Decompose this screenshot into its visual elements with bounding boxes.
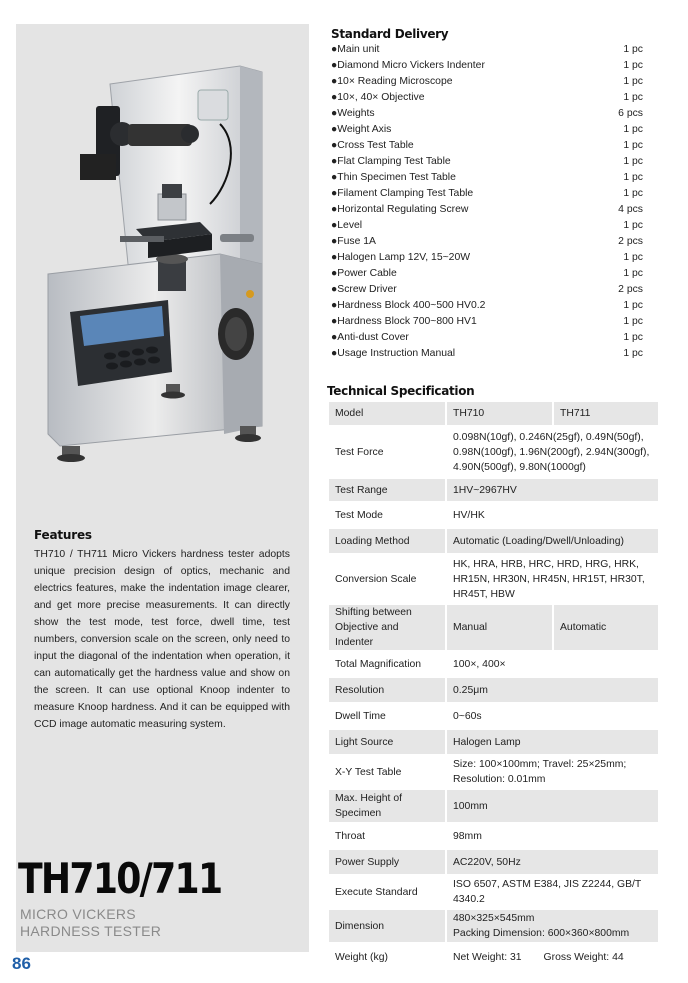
delivery-item	[331, 170, 643, 186]
delivery-item	[331, 330, 643, 346]
delivery-item	[331, 218, 643, 234]
technical-specification-table	[329, 402, 660, 972]
spec-label: Power Supply	[329, 849, 446, 875]
spec-label: Resolution	[329, 677, 446, 703]
spec-value-part: Size: 100×100mm; Travel: 25×25mm; Resolution: 0.01mm	[453, 759, 627, 785]
spec-row	[329, 875, 659, 909]
delivery-item-qty: 1 pc	[623, 300, 643, 311]
delivery-item-qty: 2 pcs	[618, 284, 643, 295]
delivery-item-name: ●Main unit	[331, 44, 380, 55]
delivery-item-qty: 1 pc	[623, 332, 643, 343]
spec-value-part: HV/HK	[453, 509, 485, 521]
delivery-item-name: ●Halogen Lamp 12V, 15~20W	[331, 252, 471, 263]
delivery-item	[331, 346, 643, 362]
delivery-item-name: ●Hardness Block 400~500 HV0.2	[331, 300, 486, 311]
spec-label: Throat	[329, 823, 446, 849]
spec-value-part: 1HV~2967HV	[453, 484, 517, 496]
spec-label: Light Source	[329, 729, 446, 755]
spec-value-part: HK, HRA, HRB, HRC, HRD, HRG, HRK, HR15N, HR30N, HR45N, HR15T, HR30T, HR45T, HBW	[453, 558, 645, 600]
spec-label: Conversion Scale	[329, 554, 446, 604]
spec-value-part: 100mm	[453, 800, 488, 812]
spec-label: Max. Height of Specimen	[329, 789, 446, 823]
technical-specification-title: Technical Specification	[327, 384, 475, 398]
spec-row	[329, 478, 659, 502]
spec-value-part: Gross Weight: 44	[543, 951, 624, 963]
spec-value	[446, 789, 659, 823]
spec-value-part: Packing Dimension: 600×360×800mm	[453, 928, 630, 939]
spec-value: TH711	[553, 402, 659, 426]
spec-label: Test Force	[329, 426, 446, 478]
delivery-item-qty: 1 pc	[623, 316, 643, 327]
delivery-item-qty: 1 pc	[623, 156, 643, 167]
spec-value	[446, 875, 659, 909]
delivery-item	[331, 154, 643, 170]
delivery-item	[331, 202, 643, 218]
spec-value-part: 480×325×545mm	[453, 913, 535, 924]
spec-value	[446, 502, 659, 528]
spec-row	[329, 554, 659, 604]
spec-value-part: 0.25μm	[453, 684, 488, 696]
spec-value	[446, 849, 659, 875]
delivery-item	[331, 250, 643, 266]
spec-label: Model	[329, 402, 446, 426]
spec-row	[329, 651, 659, 677]
delivery-item-name: ●Screw Driver	[331, 284, 397, 295]
spec-value	[446, 823, 659, 849]
spec-row	[329, 909, 659, 943]
delivery-item	[331, 314, 643, 330]
delivery-item	[331, 42, 643, 58]
spec-label: X-Y Test Table	[329, 755, 446, 789]
delivery-item	[331, 74, 643, 90]
delivery-item-qty: 1 pc	[623, 44, 643, 55]
spec-label: Dimension	[329, 909, 446, 943]
spec-value-part: Halogen Lamp	[453, 736, 521, 748]
delivery-item-name: ●Fuse 1A	[331, 236, 376, 247]
delivery-item-name: ●Usage Instruction Manual	[331, 348, 456, 359]
spec-value-part: AC220V, 50Hz	[453, 856, 521, 868]
delivery-item	[331, 234, 643, 250]
delivery-item-name: ●Anti-dust Cover	[331, 332, 409, 343]
delivery-item-qty: 1 pc	[623, 172, 643, 183]
delivery-item-qty: 1 pc	[623, 76, 643, 87]
spec-row	[329, 604, 659, 651]
delivery-item-qty: 4 pcs	[618, 204, 643, 215]
spec-value	[446, 755, 659, 789]
spec-row	[329, 789, 659, 823]
spec-value-part: Net Weight: 31	[453, 951, 522, 963]
spec-value: Automatic	[553, 604, 659, 651]
delivery-item-qty: 1 pc	[623, 124, 643, 135]
spec-value-part: ISO 6507, ASTM E384, JIS Z2244, GB/T 4340.2	[453, 879, 642, 905]
product-model-title: TH710/711	[18, 854, 222, 903]
spec-row	[329, 823, 659, 849]
delivery-item-name: ●Thin Specimen Test Table	[331, 172, 456, 183]
delivery-item-name: ●Weight Axis	[331, 124, 392, 135]
spec-value: Manual	[446, 604, 553, 651]
delivery-item-name: ●Level	[331, 220, 363, 231]
spec-value	[446, 909, 659, 943]
delivery-item	[331, 90, 643, 106]
delivery-item-qty: 1 pc	[623, 92, 643, 103]
spec-value	[446, 426, 659, 478]
spec-row	[329, 426, 659, 478]
spec-label: Test Range	[329, 478, 446, 502]
spec-value	[446, 478, 659, 502]
spec-value	[446, 554, 659, 604]
delivery-item	[331, 122, 643, 138]
spec-value-part: Automatic (Loading/Dwell/Unloading)	[453, 535, 624, 547]
delivery-item-name: ●10×, 40× Objective	[331, 92, 425, 103]
spec-value-part: 98mm	[453, 830, 482, 842]
spec-row	[329, 755, 659, 789]
spec-row	[329, 502, 659, 528]
spec-label: Shifting between Objective and Indenter	[329, 604, 446, 651]
spec-row	[329, 677, 659, 703]
delivery-item-name: ●Flat Clamping Test Table	[331, 156, 451, 167]
product-subtitle-line1: MICRO VICKERS	[20, 906, 136, 922]
spec-value-part: 100×, 400×	[453, 658, 506, 670]
standard-delivery-title: Standard Delivery	[331, 27, 449, 41]
spec-value-part: 0~60s	[453, 710, 482, 722]
delivery-item-name: ●Power Cable	[331, 268, 397, 279]
delivery-item-qty: 1 pc	[623, 188, 643, 199]
spec-value: TH710	[446, 402, 553, 426]
delivery-item	[331, 186, 643, 202]
delivery-item	[331, 106, 643, 122]
features-description: TH710 / TH711 Micro Vickers hardness tester adopts unique precision design of optics, mechanic and electrics features, make the indentation image clearer, and get more precise measurements. It can directly show the test mode, test force, dwell time, test numbers, conversion scale on the screen, only need to input the diagonal of the indentation when operation, it can automatically get the hardness value and show on the screen. It can use optional Knoop indenter to measure Knoop hardness. And it can be equipped with CCD image automatic measuring system.	[34, 549, 290, 730]
delivery-item-qty: 1 pc	[623, 252, 643, 263]
spec-value	[446, 729, 659, 755]
spec-value	[446, 651, 659, 677]
spec-row	[329, 943, 659, 971]
delivery-item	[331, 282, 643, 298]
spec-label: Total Magnification	[329, 651, 446, 677]
spec-value	[446, 703, 659, 729]
spec-row	[329, 703, 659, 729]
page-number: 86	[12, 954, 31, 973]
delivery-item-name: ●Diamond Micro Vickers Indenter	[331, 60, 485, 71]
spec-value-part: 0.098N(10gf), 0.246N(25gf), 0.49N(50gf), 0.98N(100gf), 1.96N(200gf), 2.94N(300gf), 4.90N(500gf), 9.80N(1000gf)	[453, 431, 650, 473]
delivery-item-qty: 1 pc	[623, 60, 643, 71]
delivery-item-name: ●Cross Test Table	[331, 140, 414, 151]
spec-label: Weight (kg)	[329, 943, 446, 971]
spec-label: Loading Method	[329, 528, 446, 554]
delivery-item-name: ●10× Reading Microscope	[331, 76, 453, 87]
spec-value	[446, 943, 659, 971]
delivery-item-qty: 1 pc	[623, 140, 643, 151]
spec-value	[446, 528, 659, 554]
delivery-item-qty: 1 pc	[623, 220, 643, 231]
product-subtitle	[20, 906, 161, 940]
delivery-item	[331, 138, 643, 154]
hardness-tester-image	[40, 54, 272, 474]
delivery-item-qty: 6 pcs	[618, 108, 643, 119]
delivery-item-qty: 2 pcs	[618, 236, 643, 247]
spec-row	[329, 729, 659, 755]
spec-label: Execute Standard	[329, 875, 446, 909]
delivery-item	[331, 298, 643, 314]
spec-label: Test Mode	[329, 502, 446, 528]
spec-row	[329, 528, 659, 554]
delivery-item	[331, 58, 643, 74]
spec-label: Dwell Time	[329, 703, 446, 729]
delivery-item-name: ●Weights	[331, 108, 375, 119]
features-title: Features	[34, 528, 92, 542]
delivery-item	[331, 266, 643, 282]
spec-value	[446, 677, 659, 703]
product-subtitle-line2: HARDNESS TESTER	[20, 923, 162, 939]
delivery-item-qty: 1 pc	[623, 348, 643, 359]
delivery-item-name: ●Hardness Block 700~800 HV1	[331, 316, 477, 327]
spec-row	[329, 849, 659, 875]
delivery-item-qty: 1 pc	[623, 268, 643, 279]
spec-row	[329, 402, 659, 426]
delivery-item-name: ●Filament Clamping Test Table	[331, 188, 474, 199]
delivery-item-name: ●Horizontal Regulating Screw	[331, 204, 469, 215]
standard-delivery-list	[331, 42, 643, 362]
